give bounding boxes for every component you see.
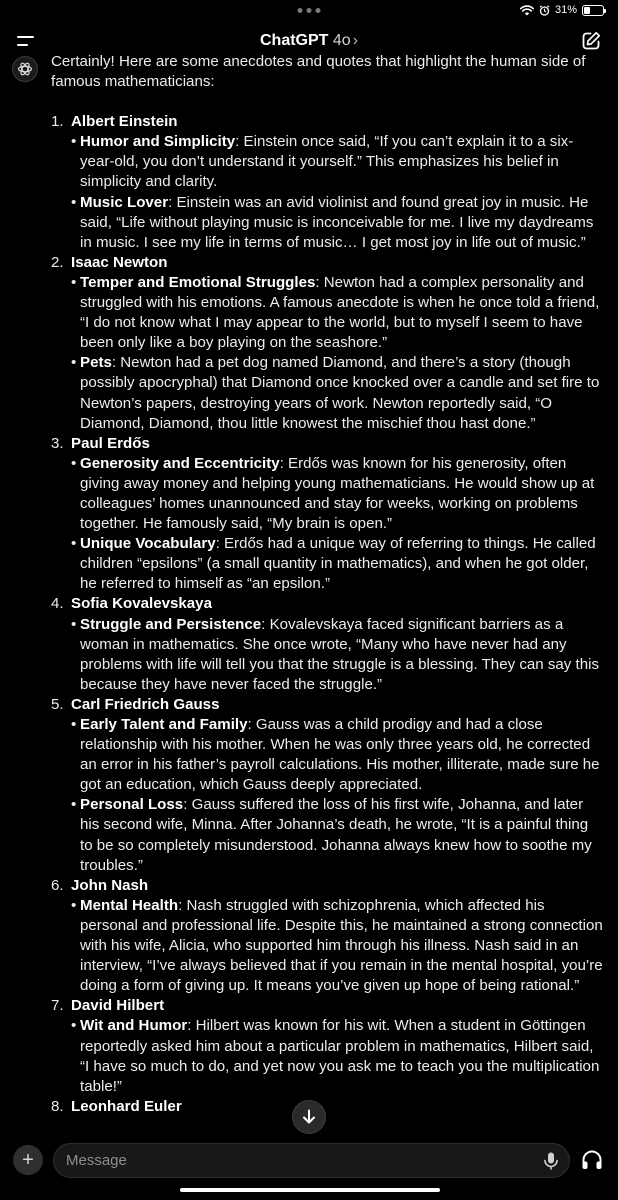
anecdote-list [71, 715, 603, 876]
arrow-down-icon [302, 1109, 316, 1125]
mathematician-list [51, 112, 603, 1117]
list-item [51, 695, 603, 876]
message-input-wrapper [53, 1143, 570, 1178]
anecdote-title: Personal Loss [80, 796, 184, 814]
microphone-icon[interactable] [543, 1152, 559, 1170]
list-item [51, 594, 603, 694]
anecdote-list [71, 454, 603, 595]
compose-icon[interactable] [580, 30, 602, 52]
battery-icon [582, 5, 604, 16]
anecdote-item [71, 715, 603, 795]
mathematician-name: Sofia Kovalevskaya [71, 595, 212, 613]
anecdote-title: Humor and Simplicity [80, 133, 236, 151]
list-number: 5. [51, 695, 64, 713]
anecdote-title: Wit and Humor [80, 1017, 188, 1035]
mathematician-name: Paul Erdős [71, 434, 150, 452]
list-item [51, 112, 603, 253]
anecdote-text: : Gauss suffered the loss of his first wife, Johanna, and later his second wife, Minna. After Johanna’s death, he wrote, “It is a painful thing to be so completely misunderstood. Johanna always knew how to soothe my troubles.” [80, 796, 592, 874]
anecdote-text: : Erdős was known for his generosity, often giving away money and helping young mathematicians. He would show up at colleagues’ homes unannounced and stay for weeks, working on problems together. He famously said, “My brain is open.” [80, 454, 595, 533]
scroll-to-bottom-button[interactable] [292, 1100, 326, 1134]
anecdote-item [71, 193, 603, 253]
mathematician-name: John Nash [71, 876, 149, 894]
battery-percent: 31% [554, 4, 577, 16]
anecdote-title: Mental Health [80, 896, 179, 914]
anecdote-title: Struggle and Persistence [80, 615, 262, 633]
anecdote-text: : Kovalevskaya faced significant barriers as a woman in mathematics. She once wrote, “Many who have never had any problems with life will tell you that the struggle is a blessing. They can say this because they have never faced the struggle.” [80, 615, 600, 693]
model-selector[interactable] [0, 32, 618, 50]
anecdote-item [71, 896, 603, 996]
list-item [51, 253, 603, 434]
anecdote-text: : Newton had a complex personality and struggled with his emotions. A famous anecdote is when he once told a friend, “I do not know what I may appear to the world, but to myself I seem to have been only like a boy playing on the seashore.” [80, 273, 600, 352]
anecdote-item [71, 454, 603, 534]
status-bar [0, 0, 618, 24]
anecdote-title: Music Lover [80, 193, 169, 211]
list-number: 6. [51, 876, 64, 894]
list-number: 2. [51, 253, 64, 271]
anecdote-title: Generosity and Eccentricity [80, 454, 280, 472]
anecdote-item [71, 273, 603, 353]
message-input[interactable] [66, 1144, 536, 1177]
list-item [51, 876, 603, 997]
anecdote-item [71, 1016, 603, 1096]
anecdote-item [71, 353, 603, 433]
anecdote-list [71, 615, 603, 695]
anecdote-title: Early Talent and Family [80, 716, 248, 733]
headphones-icon[interactable] [580, 1148, 604, 1172]
assistant-message [51, 52, 603, 1117]
anecdote-text: : Erdős had a unique way of referring to things. He called children “epsilons” (a small quantity in mathematics), and when he got older, he referred to himself as “an epsilon.” [80, 535, 596, 593]
composer [0, 1142, 618, 1180]
anecdote-text: : Nash struggled with schizophrenia, which affected his personal and professional life. Despite this, he maintained a strong connection with his wife, Alicia, who supported him through his illness. Nash said in an interview, “I’ve always believed that if you remain in the mental hospital, you’re doing a form of giving up. It means you’ve given up hope of being rational.” [80, 896, 603, 995]
anecdote-list [71, 273, 603, 434]
anecdote-text: : Newton had a pet dog named Diamond, and there’s a story (though possibly apocryphal) that Diamond once knocked over a candle and set fire to Newton’s papers, destroying years of work. Newton reportedly said, “O Diamond, Diamond, thou little knowest the mischief thou hast done.” [80, 354, 600, 432]
anecdote-text: : Hilbert was known for his wit. When a student in Göttingen reportedly asked him about a particular problem in mathematics, Hilbert said, “I have so much to do, and yet now you ask me to teach you the multiplication table!” [80, 1017, 600, 1095]
chevron-right-icon: › [352, 32, 359, 49]
anecdote-list [71, 1016, 603, 1096]
list-item [51, 434, 603, 595]
app-name: ChatGPT [259, 32, 329, 49]
anecdote-text: : Gauss was a child prodigy and had a close relationship with his mother. When he was only three years old, he corrected an error in his father’s payroll calculations. His mother, illiterate, made sure he got an education, which Gauss deeply appreciated. [80, 716, 600, 794]
anecdote-item [71, 132, 603, 192]
mathematician-name: Albert Einstein [71, 113, 178, 131]
add-attachment-button[interactable]: + [13, 1145, 43, 1175]
list-number: 4. [51, 595, 64, 613]
anecdote-list [71, 132, 603, 253]
anecdote-item [71, 795, 603, 875]
list-number: 1. [51, 113, 64, 131]
mathematician-name: David Hilbert [71, 997, 165, 1015]
model-name: 4o [332, 32, 351, 49]
anecdote-item [71, 615, 603, 695]
list-item [51, 1097, 603, 1117]
mathematician-name: Isaac Newton [71, 253, 168, 271]
alarm-icon [539, 5, 550, 16]
anecdote-text: : Einstein once said, “If you can’t explain it to a six-year-old, you don’t understand it yourself.” This emphasizes his belief in simplicity and clarity. [80, 133, 574, 191]
list-number: 7. [51, 997, 64, 1015]
anecdote-title: Temper and Emotional Struggles [80, 273, 316, 291]
chatgpt-logo-icon [12, 56, 38, 82]
mathematician-name: Carl Friedrich Gauss [71, 695, 220, 713]
multitasking-dots[interactable] [298, 8, 321, 13]
anecdote-item [71, 534, 603, 594]
message-intro: Certainly! Here are some anecdotes and quotes that highlight the human side of famous mathematicians: [51, 53, 586, 91]
anecdote-title: Pets [80, 354, 112, 372]
wifi-icon [520, 5, 534, 16]
chat-transcript[interactable] [0, 52, 618, 1142]
anecdote-title: Unique Vocabulary [80, 535, 216, 553]
home-indicator[interactable] [180, 1188, 440, 1192]
list-item [51, 996, 603, 1096]
anecdote-list [71, 896, 603, 996]
list-number: 3. [51, 434, 64, 452]
list-number: 8. [51, 1097, 64, 1115]
anecdote-text: : Einstein was an avid violinist and found great joy in music. He said, “Life without playing music is inconceivable for me. I live my daydreams in music. I see my life in terms of music… I get most joy in life out of music.” [80, 193, 594, 251]
status-icons [520, 4, 604, 16]
mathematician-name: Leonhard Euler [71, 1097, 182, 1115]
